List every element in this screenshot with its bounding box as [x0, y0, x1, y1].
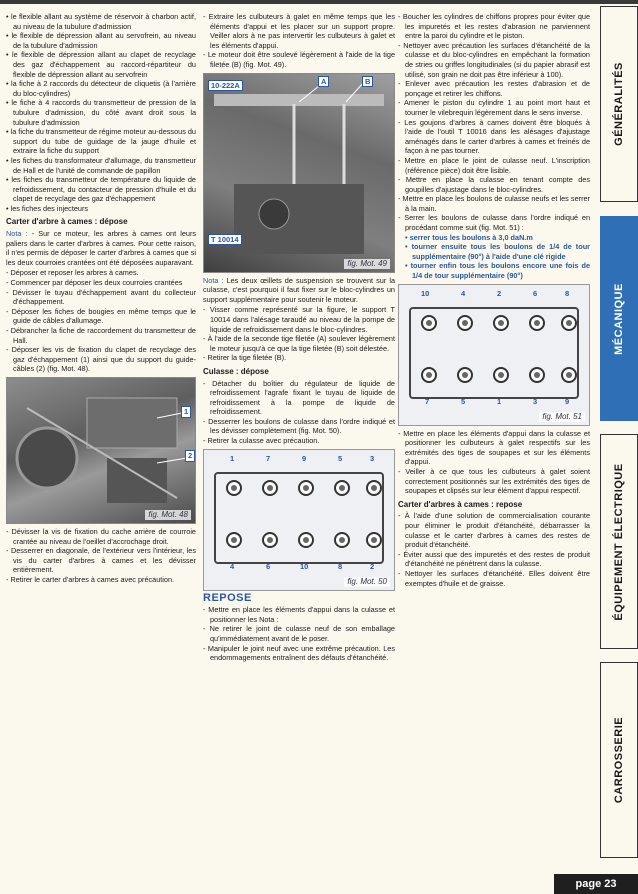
bolt	[334, 532, 350, 548]
step: - Manipuler le joint neuf avec une extrême précaution. Les endommagements entraînent des défauts d'étanchéité.	[203, 643, 395, 663]
bolt-order-label: 8	[338, 561, 343, 571]
step: - Serrer les boulons de culasse dans l'ordre indiqué en procédant comme suit (fig. Mot. 51) :	[398, 213, 590, 233]
step: - Desserrer les boulons de culasse dans l'ordre indiqué et les dévisser complètement (fig. Mot. 50).	[203, 416, 395, 436]
bolt-order-label: 1	[497, 396, 502, 406]
bolt-order-label: 6	[533, 288, 538, 298]
bolt-order-label: 1	[230, 453, 235, 463]
tab-carrosserie[interactable]	[600, 662, 638, 858]
figure-caption: fig. Mot. 49	[344, 259, 390, 269]
bolt	[298, 532, 314, 548]
bolt-order-label: 2	[497, 288, 502, 298]
step: - À l'aide d'une solution de commercialisation courante pour éliminer le produit d'étanchéité, débarrasser la culasse et le carter d'arbres à cames des restes de produit d'étanchéité.	[398, 511, 590, 550]
step: - Retirer la tige filetée (B).	[203, 353, 287, 363]
figure-mot-48	[6, 377, 196, 524]
note-label: Nota :	[6, 229, 28, 239]
bolt-order-label: 9	[302, 453, 307, 463]
bolt-order-label: 6	[266, 561, 271, 571]
figure-caption: fig. Mot. 48	[145, 510, 191, 520]
figure-mot-50	[203, 449, 395, 591]
list-item: • les fiches des injecteurs	[6, 203, 89, 213]
bolt	[561, 315, 577, 331]
note-label: Nota :	[203, 275, 224, 285]
tab-equipement-electrique[interactable]	[600, 434, 638, 649]
section-heading-repose: REPOSE	[203, 591, 252, 604]
callout-1: 1	[181, 406, 191, 418]
step: - Nettoyer les surfaces d'étanchéité. Elles doivent être exemptes d'huile et de graisse.	[398, 568, 590, 588]
bolt	[493, 315, 509, 331]
column-2	[203, 12, 395, 663]
step: - Mettre en place le joint de culasse neuf. L'inscription (référence pièce) doit être lisible.	[398, 155, 590, 175]
bolt-order-label: 4	[461, 288, 466, 298]
step: - Déposer les vis de fixation du clapet de recyclage des gaz d'échappement (1) ainsi que du support du guide-câbles (2) (fig. Mot. 48).	[6, 345, 196, 374]
bolt	[262, 532, 278, 548]
bolt	[529, 367, 545, 383]
bolt	[366, 480, 382, 496]
callout-b: B	[362, 76, 373, 88]
list-item: • les fiches du transformateur d'allumage, du transmetteur de Hall et de l'unité de commande de papillon	[6, 155, 196, 175]
step: - Déposer et reposer les arbres à cames.	[6, 268, 139, 278]
step: - Mettre en place les boulons de culasse neufs et les serrer à la main.	[398, 194, 590, 213]
step: - Mettre en place la culasse en tenant compte des goupilles d'ajustage dans le bloc-cylindres.	[398, 175, 590, 194]
note-text: - Sur ce moteur, les arbres à cames ont leurs paliers dans le carter d'arbres à cames. Pour cette raison, il n'es permis de déposer le carter d'arbres à cames que si les deux courroies crantées ont été déposées auparavant.	[6, 229, 197, 267]
figure-caption: fig. Mot. 50	[344, 577, 390, 587]
step: - Visser comme représenté sur la figure, le support T 10014 dans l'alésage taraudé au niveau de la pompe de liquide de refroidissement dans le bloc-cylindres.	[203, 305, 395, 334]
bolt-order-label: 3	[533, 396, 538, 406]
section-heading: Carter d'arbre à cames : dépose	[6, 217, 128, 227]
list-item: • le flexible allant au système de réservoir à charbon actif, au niveau de la tubulure d'admission	[6, 12, 196, 31]
note	[203, 276, 395, 305]
section-heading: Culasse : dépose	[203, 366, 269, 376]
bolt	[421, 367, 437, 383]
figure-mot-51	[398, 284, 590, 426]
figure-caption: fig. Mot. 51	[539, 412, 585, 422]
disconnect-list	[6, 12, 196, 213]
list-item: • la fiche à 2 raccords du détecteur de cliquetis (à l'arrière du bloc-cylindres)	[6, 79, 196, 98]
tab-label: GÉNÉRALITÉS	[613, 62, 625, 146]
list-item: • le flexible de dépression allant au servofrein, au niveau de la tubulure d'admission	[6, 31, 196, 50]
column-3	[398, 12, 590, 588]
figure-mot-49	[203, 73, 395, 273]
step: - Détacher du boîtier du régulateur de liquide de refroidissement l'agrafe fixant le tuyau de liquide de refroidissement à la pompe de liquide de refroidissement.	[203, 378, 395, 417]
column-1	[6, 12, 196, 585]
list-item: • le fiche à 4 raccords du transmetteur de pression de la tubulure d'admission, du côté avant droit sous la tubulure d'admission	[6, 98, 196, 127]
bolt-order-label: 8	[565, 288, 570, 298]
tab-label: CARROSSERIE	[613, 716, 625, 804]
step: - Nettoyer avec précaution les surfaces d'étanchéité de la culasse et du bloc-cylindres en empêchant la formation de stries ou griffes longitudinales (si du papier abrasif est utilisé, son grain ne doit pas être inférieur à 100).	[398, 40, 590, 79]
step: - Amener le piston du cylindre 1 au point mort haut et tourner le vilebrequin légèrement dans le sens inverse.	[398, 98, 590, 117]
step: - Dévisser la vis de fixation du cache arrière de courroie crantée au niveau de l'oeillet d'accrochage droit.	[6, 526, 196, 546]
step: - Commencer par déposer les deux courroies crantées	[6, 278, 183, 288]
callout-2: 2	[185, 450, 195, 462]
tool-label-10-222a: 10-222A	[208, 80, 243, 92]
step: - Desserrer en diagonale, de l'extérieur vers l'intérieur, les vis du carter d'arbres à cames et les dévisser entièrement.	[6, 546, 196, 575]
note-text: Les deux œillets de suspension se trouvent sur la culasse, c'est pourquoi il faut fixer sur le bloc-cylindres un support supplémentaire pour soutenir le moteur.	[203, 275, 395, 304]
note	[6, 229, 196, 267]
step: - Le moteur doit être soulevé légèrement à l'aide de la tige filetée (B) (fig. Mot. 49).	[203, 50, 395, 69]
tab-label: ÉQUIPEMENT ÉLECTRIQUE	[613, 462, 625, 621]
bolt-order-label: 7	[266, 453, 271, 463]
bolt-order-label: 5	[338, 453, 343, 463]
bolt-order-label: 3	[370, 453, 375, 463]
bolt	[226, 480, 242, 496]
bolt	[457, 367, 473, 383]
bolt	[493, 367, 509, 383]
bolt	[226, 532, 242, 548]
step: - Retirer la culasse avec précaution.	[203, 436, 320, 446]
sub-step: • tourner enfin tous les boulons encore une fois de 1/4 de tour supplémentaire (90°)	[405, 261, 590, 281]
step: - Enlever avec précaution les restes d'abrasion et de ponçage et retirer les chiffons.	[398, 79, 590, 98]
tab-mecanique[interactable]	[600, 216, 638, 421]
engine-photo	[7, 378, 196, 523]
step: - Boucher les cylindres de chiffons propres pour éviter que les impuretés et les restes d'abrasion ne parviennent entre la paroi du cylindre et le piston.	[398, 12, 590, 41]
step: - Mettre en place les éléments d'appui dans la culasse et positionner les culbuteurs à galet respectifs sur les extrémités des tiges de soupapes et sur les éléments d'appui.	[398, 428, 590, 467]
bolt-order-label: 10	[300, 561, 309, 571]
bolt	[298, 480, 314, 496]
section-heading: Carter d'arbres à cames : repose	[398, 499, 523, 509]
page-number: page 23	[554, 874, 638, 894]
bolt	[529, 315, 545, 331]
step: - Ne retirer le joint de culasse neuf de son emballage qu'immédiatement avant de le poser.	[203, 624, 395, 644]
step: - Mettre en place les éléments d'appui dans la culasse et positionner les Nota :	[203, 605, 395, 624]
step: - Les goujons d'arbres à cames doivent être bloqués à l'aide de l'outil T 10016 dans les alésages d'ajustage aménagés dans le carter d'arbres à cames et freinés de façon à ne pas tourner.	[398, 117, 590, 156]
bolt	[457, 315, 473, 331]
sub-step: • serrer tous les boulons à 3,0 daN.m	[405, 232, 533, 242]
list-item: • les fiches du transmetteur de température du liquide de refroidissement, du contacteur de pression d'huile et du clapet de recyclage des gaz d'échappement	[6, 175, 196, 204]
bolt-order-label: 2	[370, 561, 375, 571]
bolt-order-label: 7	[425, 396, 430, 406]
sub-step: • tourner ensuite tous les boulons de 1/4 de tour supplémentaire (90°) à l'aide d'une clé rigide	[405, 242, 590, 261]
step: - Débrancher la fiche de raccordement du transmetteur de Hall.	[6, 326, 196, 345]
callout-a: A	[318, 76, 329, 88]
bolt-order-label: 10	[421, 288, 430, 298]
bolt-order-label: 9	[565, 396, 570, 406]
tab-generalites[interactable]	[600, 6, 638, 202]
tool-label-t10014: T 10014	[208, 234, 242, 246]
bolt-order-label: 5	[461, 396, 466, 406]
list-item: • la fiche du transmetteur de régime moteur au-dessous du support du tube de guidage de la jauge d'huile et extraire la fiche du support	[6, 127, 196, 156]
top-rule	[0, 0, 638, 4]
bolt	[262, 480, 278, 496]
bolt	[366, 532, 382, 548]
bolt-order-label: 4	[230, 561, 235, 571]
bolt	[421, 315, 437, 331]
step: - À l'aide de la seconde tige filetée (A) soulever légèrement le moteur jusqu'à ce que la tige filetée (B) soit délestée.	[203, 334, 395, 353]
step: - Déposer les fiches de bougies en même temps que le guide de câbles d'allumage.	[6, 306, 196, 326]
bolt	[561, 367, 577, 383]
bolt	[334, 480, 350, 496]
step: - Dévisser le tuyau d'échappement avant du collecteur d'échappement.	[6, 287, 196, 307]
step: - Retirer le carter d'arbres à cames avec précaution.	[6, 574, 175, 584]
list-item: • le flexible de dépression allant au clapet de recyclage des gaz d'échappement au raccord-répartiteur du flexible de dépression allant au servofrein	[6, 50, 196, 79]
step: - Veiller à ce que tous les culbuteurs à galet soient correctement positionnés sur les extrémités des tiges de soupapes et clipsés sur leur élément d'appui respectif.	[398, 467, 590, 496]
step: - Extraire les culbuteurs à galet en même temps que les éléments d'appui et les placer sur un support propre. Veiller alors à ne pas intervertir les culbuteurs à galet et les éléments d'appui.	[203, 12, 395, 50]
step: - Éviter aussi que des impuretés et des restes de produit d'étanchéité ne pénètrent dans la culasse.	[398, 549, 590, 569]
tab-label: MÉCANIQUE	[613, 282, 625, 355]
